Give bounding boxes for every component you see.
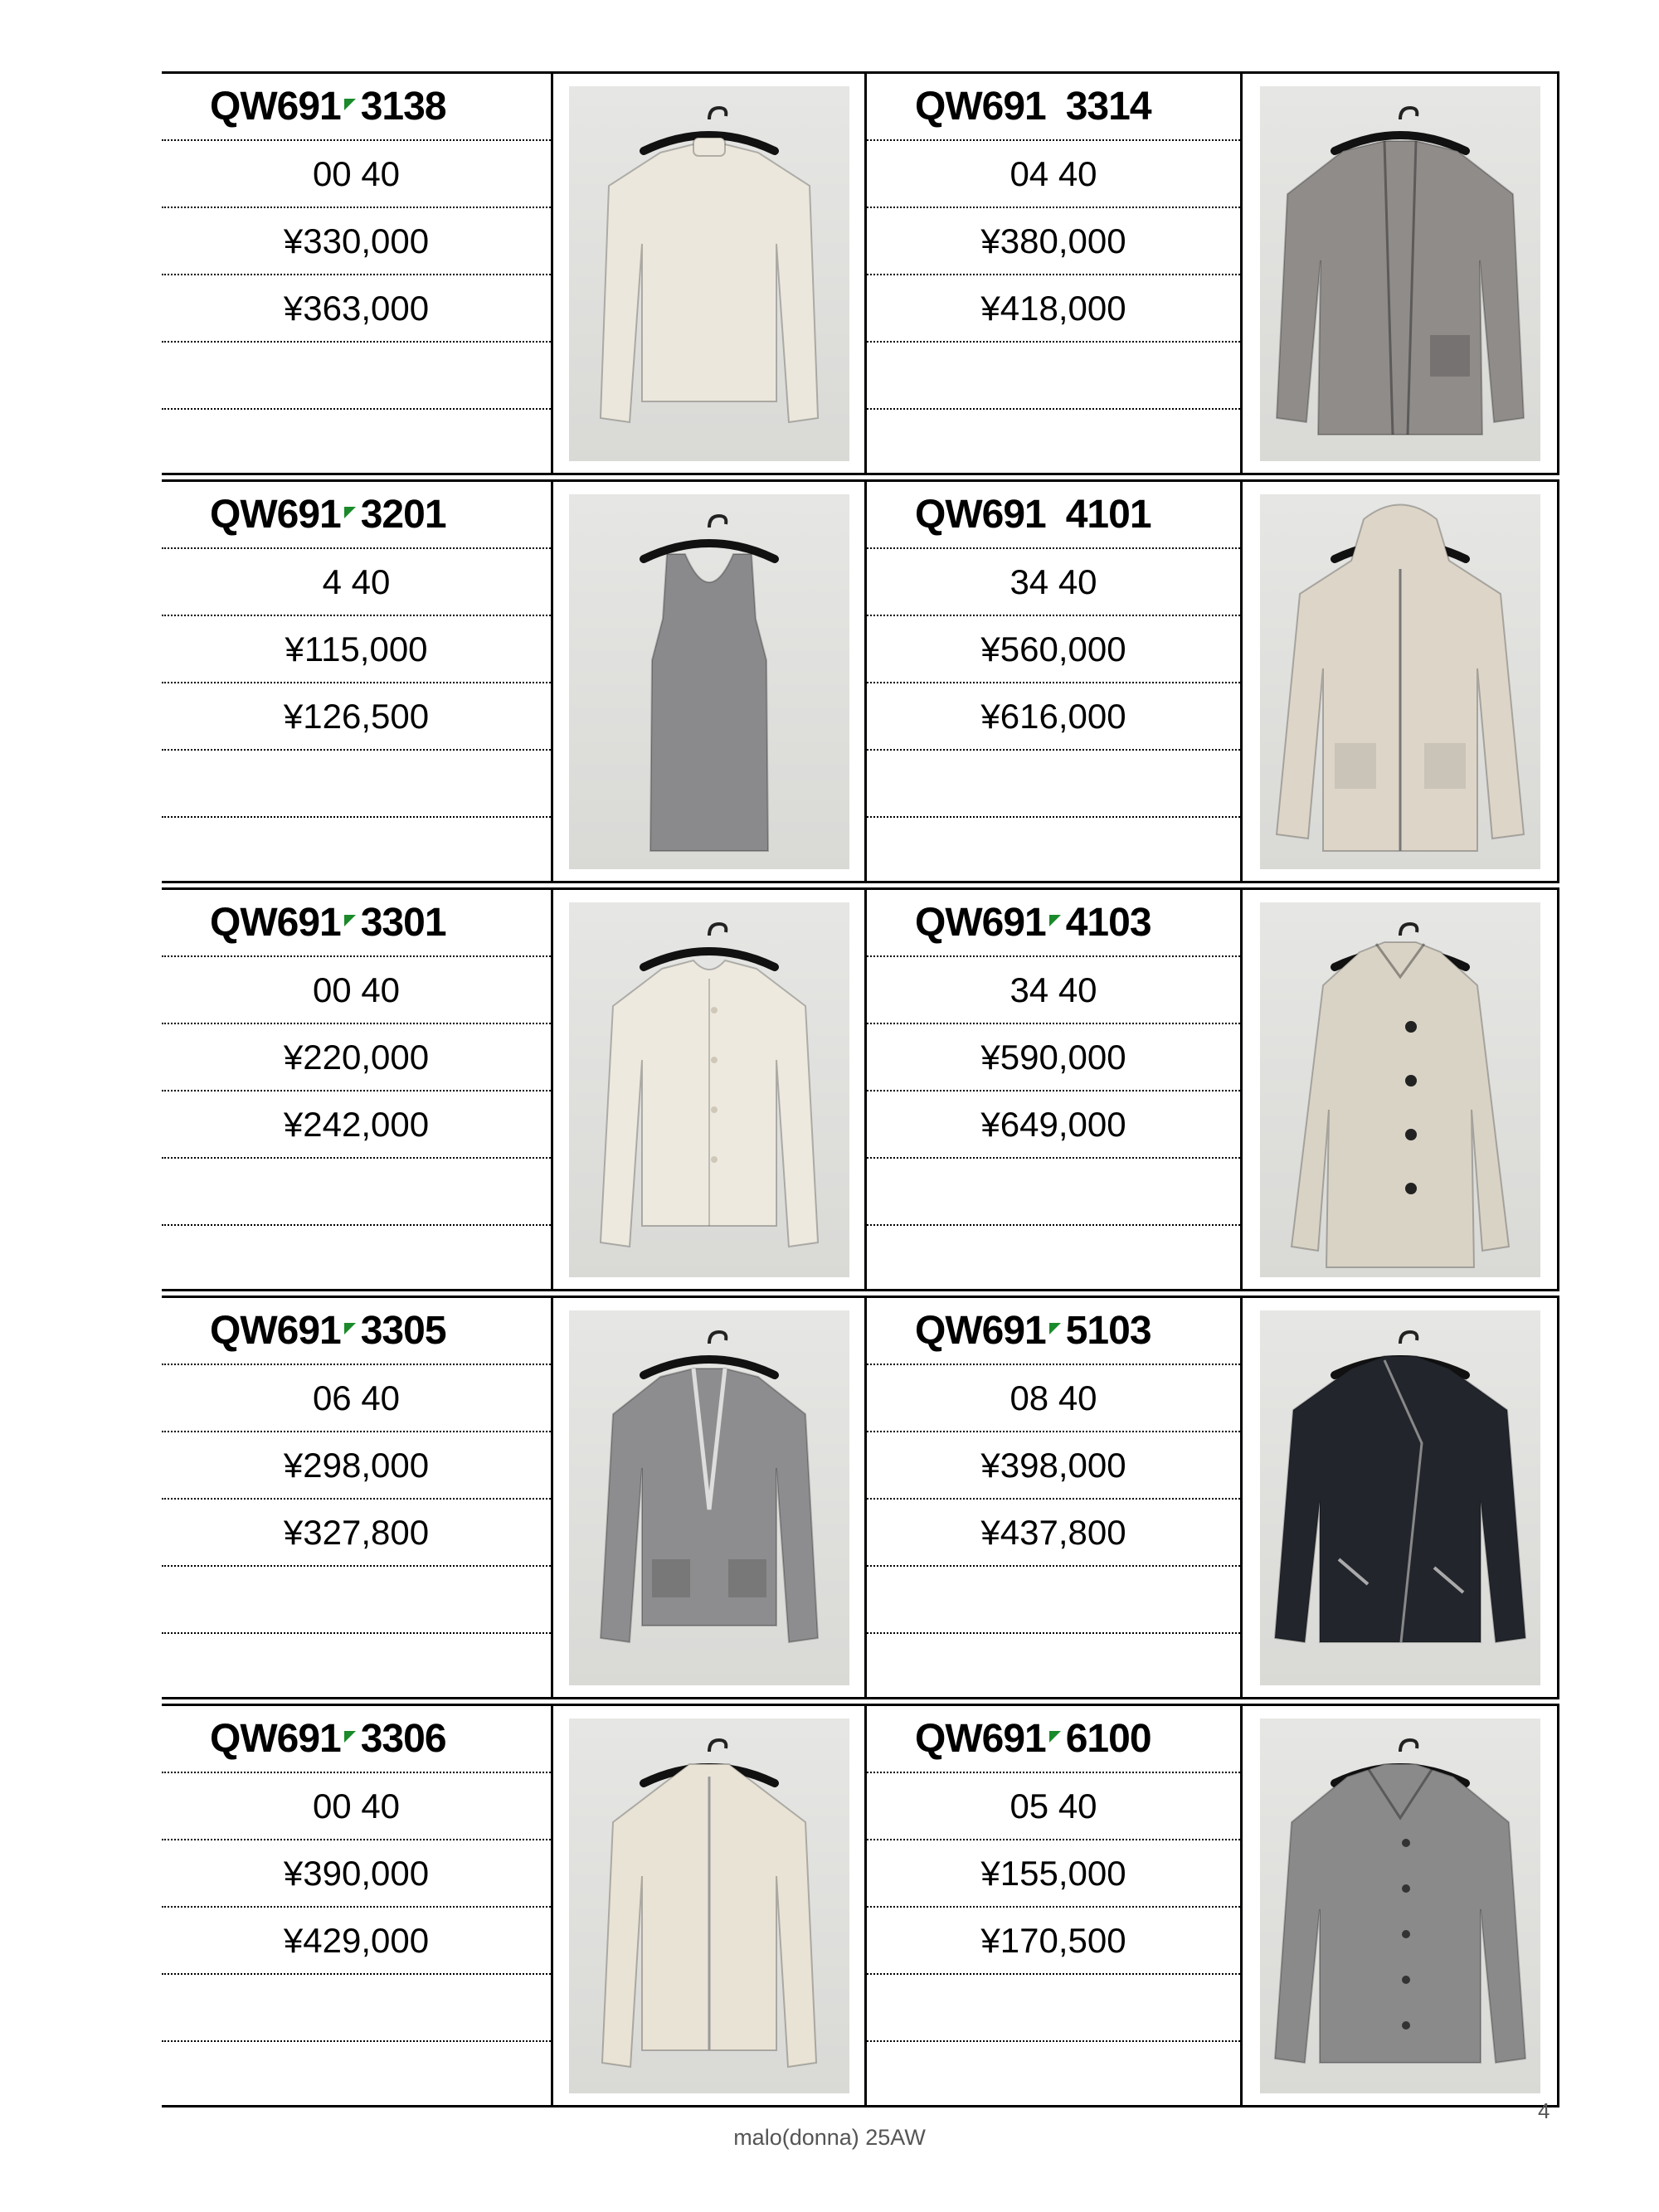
grey-layered-shirt-jacket-photo [1260, 1719, 1540, 2093]
product-info-right [867, 74, 1243, 473]
product-row [162, 71, 1559, 475]
product-photo-cell [1243, 74, 1559, 473]
price: ¥560,000 [867, 616, 1240, 683]
product-code [867, 1706, 1240, 1773]
color-code: 08 40 [867, 1365, 1240, 1432]
product-photo-cell [1243, 1706, 1559, 2105]
empty-cell [867, 1226, 1240, 1289]
product-code-number: 3305 [360, 1309, 446, 1353]
product-info-left [162, 1298, 553, 1697]
price-with-tax: ¥616,000 [867, 683, 1240, 751]
product-code-prefix: QW691 [915, 1309, 1046, 1353]
comment-flag-icon [344, 507, 356, 518]
color-code: 34 40 [867, 549, 1240, 616]
empty-cell [867, 751, 1240, 818]
product-photo-cell [1243, 890, 1559, 1289]
product-code-number: 3314 [1065, 85, 1151, 129]
empty-cell [867, 1567, 1240, 1634]
product-row [162, 1704, 1559, 2107]
comment-flag-icon [1049, 1323, 1061, 1334]
product-code [162, 482, 551, 549]
cream-zip-knit-photo [569, 1719, 849, 2093]
grey-tank-top-photo [569, 494, 849, 869]
empty-cell [867, 1975, 1240, 2042]
product-photo-cell [553, 1298, 867, 1697]
product-code-prefix: QW691 [915, 1717, 1046, 1761]
empty-cell [162, 410, 551, 473]
empty-cell [162, 1634, 551, 1697]
product-code [162, 74, 551, 141]
comment-flag-icon [344, 1323, 356, 1334]
price-with-tax: ¥649,000 [867, 1091, 1240, 1159]
price-with-tax: ¥327,800 [162, 1500, 551, 1567]
product-code-number: 3306 [360, 1717, 446, 1761]
product-info-right [867, 1706, 1243, 2105]
footer-collection-label: malo(donna) 25AW [733, 2125, 926, 2150]
product-code-number: 4101 [1065, 493, 1151, 537]
beige-collared-coat-photo [1260, 902, 1540, 1277]
product-code [867, 482, 1240, 549]
color-code: 00 40 [162, 957, 551, 1024]
empty-cell [162, 1159, 551, 1226]
empty-cell [867, 410, 1240, 473]
product-info-left [162, 1706, 553, 2105]
product-photo-cell [553, 890, 867, 1289]
price: ¥390,000 [162, 1840, 551, 1908]
product-code [867, 1298, 1240, 1365]
product-photo-cell [553, 74, 867, 473]
product-sheet [162, 71, 1559, 2107]
product-photo-cell [1243, 1298, 1559, 1697]
price: ¥115,000 [162, 616, 551, 683]
product-code-prefix: QW691 [915, 85, 1046, 129]
product-photo-cell [553, 482, 867, 881]
price-with-tax: ¥437,800 [867, 1500, 1240, 1567]
price-with-tax: ¥170,500 [867, 1908, 1240, 1975]
product-code-number: 4103 [1065, 901, 1151, 945]
product-photo-cell [553, 1706, 867, 2105]
price-with-tax: ¥418,000 [867, 275, 1240, 343]
product-code-prefix: QW691 [915, 901, 1046, 945]
price: ¥330,000 [162, 208, 551, 275]
black-zip-jacket-photo [1260, 1310, 1540, 1685]
product-code-prefix: QW691 [210, 1309, 341, 1353]
price: ¥298,000 [162, 1432, 551, 1500]
product-code-prefix: QW691 [210, 85, 341, 129]
page-number: 4 [1538, 2098, 1550, 2123]
product-info-left [162, 74, 553, 473]
empty-cell [162, 818, 551, 881]
empty-cell [867, 818, 1240, 881]
price-with-tax: ¥363,000 [162, 275, 551, 343]
comment-flag-icon [1049, 1731, 1061, 1743]
product-code [162, 1298, 551, 1365]
product-code-prefix: QW691 [210, 901, 341, 945]
grey-v-neck-cardigan-photo [569, 1310, 849, 1685]
comment-flag-icon [344, 1731, 356, 1743]
product-row [162, 887, 1559, 1291]
product-code [162, 1706, 551, 1773]
cream-ribbed-sweater-photo [569, 86, 849, 461]
color-code: 05 40 [867, 1773, 1240, 1840]
color-code: 04 40 [867, 141, 1240, 208]
product-photo-cell [1243, 482, 1559, 881]
empty-cell [867, 2042, 1240, 2105]
price-with-tax: ¥429,000 [162, 1908, 551, 1975]
price-with-tax: ¥126,500 [162, 683, 551, 751]
comment-flag-icon [344, 915, 356, 926]
product-info-right [867, 482, 1243, 881]
product-code-prefix: QW691 [915, 493, 1046, 537]
empty-cell [162, 1226, 551, 1289]
price: ¥380,000 [867, 208, 1240, 275]
color-code: 34 40 [867, 957, 1240, 1024]
product-info-right [867, 1298, 1243, 1697]
empty-cell [162, 2042, 551, 2105]
price-with-tax: ¥242,000 [162, 1091, 551, 1159]
product-row [162, 1296, 1559, 1699]
product-code-number: 3138 [360, 85, 446, 129]
empty-cell [867, 1634, 1240, 1697]
price: ¥155,000 [867, 1840, 1240, 1908]
product-code-number: 6100 [1065, 1717, 1151, 1761]
product-code-number: 5103 [1065, 1309, 1151, 1353]
price: ¥590,000 [867, 1024, 1240, 1091]
color-code: 00 40 [162, 141, 551, 208]
price: ¥398,000 [867, 1432, 1240, 1500]
empty-cell [162, 1975, 551, 2042]
empty-cell [162, 1567, 551, 1634]
product-code-prefix: QW691 [210, 493, 341, 537]
empty-cell [867, 343, 1240, 410]
comment-flag-icon [344, 99, 356, 110]
color-code: 06 40 [162, 1365, 551, 1432]
beige-hooded-coat-photo [1260, 494, 1540, 869]
product-code [162, 890, 551, 957]
product-code [867, 890, 1240, 957]
ivory-cardigan-photo [569, 902, 849, 1277]
grey-long-cardigan-photo [1260, 86, 1540, 461]
product-code [867, 74, 1240, 141]
color-code: 4 40 [162, 549, 551, 616]
empty-cell [162, 343, 551, 410]
price: ¥220,000 [162, 1024, 551, 1091]
product-info-left [162, 890, 553, 1289]
product-code-number: 3201 [360, 493, 446, 537]
empty-cell [867, 1159, 1240, 1226]
product-code-number: 3301 [360, 901, 446, 945]
empty-cell [162, 751, 551, 818]
product-info-left [162, 482, 553, 881]
color-code: 00 40 [162, 1773, 551, 1840]
product-info-right [867, 890, 1243, 1289]
product-code-prefix: QW691 [210, 1717, 341, 1761]
product-row [162, 479, 1559, 883]
comment-flag-icon [1049, 915, 1061, 926]
